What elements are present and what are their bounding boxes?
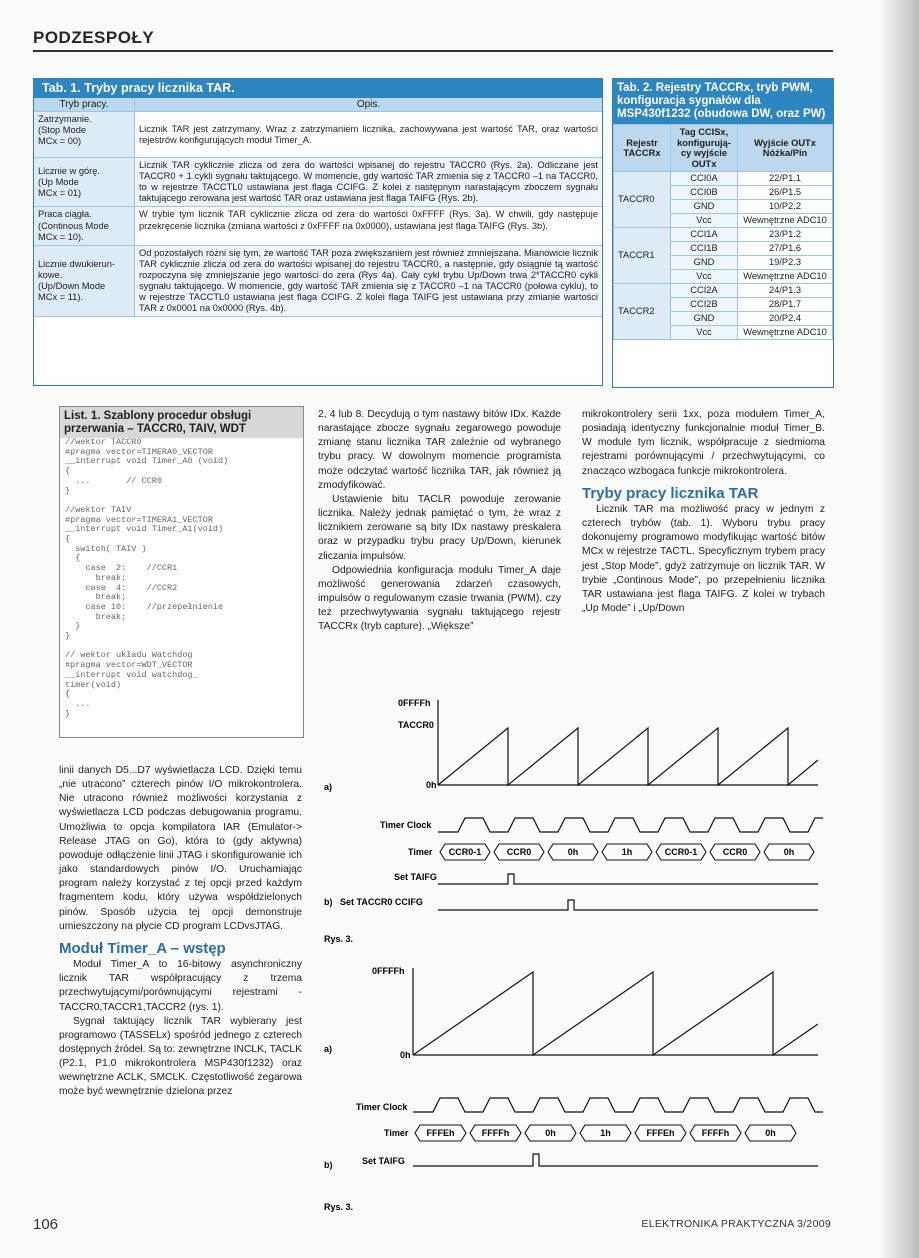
table-1-desc-cell: W trybie tym licznik TAR cyklicznie zlicza od zera do wartości 0xFFFF (Rys. 3a). W chwili, gdy następuje przekręcenie licznika (zmiana wartości z 0xFFFF na 0x0000), ustawiana jest flaga TAIFG (Rys. 3b). (135, 207, 603, 245)
taifg-wave (413, 1154, 818, 1166)
timer-value-label: FFFFh (481, 1128, 510, 1138)
table-2-output-cell: 23/P1.2 (738, 228, 833, 242)
timer-value-label: CCR0 (722, 847, 748, 857)
timer-value-label: 0h (567, 847, 579, 857)
label-a: a) (324, 1044, 333, 1054)
table-2-output-cell: Wewnętrzne ADC10 (738, 214, 833, 228)
listing-1-code: //wektor TACCR0 #pragma vector=TIMERA0_VECTOR __interrupt void Timer_A0 (void) { ... // CCR0 } //wektor TAIV #pragma vector=TIMERA1_VECTOR __interrupt void Timer_A1(void) { switch( TAIV ) { case 2: //CCR1 break; case 4: //CCR2 break; case 10: //przepełnienie break; } } // wektor układu Watchdog #pragma vector=WDT_VECTOR __interrupt void watchdog_ timer(void) { ... } (65, 437, 229, 719)
table-2-output-cell: 22/P1.1 (738, 172, 833, 186)
figure-up-mode (318, 690, 828, 950)
label-0h: 0h (400, 1050, 411, 1060)
timer-values (415, 1125, 796, 1141)
timer-value-label: FFFEh (646, 1128, 675, 1138)
page-number: 106 (33, 1216, 59, 1233)
table-2-register-cell: TACCR0 (614, 172, 671, 228)
table-2-tag-cell: CCI2B (671, 298, 738, 312)
table-2-caption: Tab. 2. Rejestry TACCRx, tryb PWM, konfiguracja sygnałów dla MSP430f1232 (obudowa DW, oraz PW) (613, 79, 833, 124)
timer-value-label: 1h (600, 1128, 611, 1138)
column-2-paragraph: Odpowiednia konfiguracja modułu Timer_A daje możliwość generowania zdarzeń czasowych, impulsów o regulowanym czasie trwania (PWM), czy też przechwytywania sygnału taktującego rejestr TACCRx (tryb capture). „Większe” (318, 564, 561, 633)
label-set-taifg: Set TAIFG (394, 872, 437, 882)
heading-tryby-pracy: Tryby pracy licznika TAR (582, 484, 759, 502)
column-1-paragraph: linii danych D5...D7 wyświetlacza LCD. Dzięki temu „nie utracono” czterech pinów I/O mikrokontrolera. Nie utracono również możliwości korzystania z wyświetlacza LCD podczas debugowania programu. Umożliwia to opcja kompilatora IAR (Emulator-> Release JTAG on Go), która to (gdy aktywna) powoduje odłączenie linii JTAG i skonfigurowanie ich jako standardowych pinów I/O. Uruchamiając program należy korzystać z tej opcji przed każdym fragmentem kodu, który używa współdzielonych pinów. Sposób użycia tej opcji demonstruje umieszczony na płycie CD program LCDvsJTAG. (59, 765, 302, 932)
taifg-wave (438, 874, 818, 884)
clock-wave (413, 1098, 823, 1112)
column-1 (59, 764, 302, 1100)
timer-value-label: FFFEh (426, 1128, 455, 1138)
table-2-register-cell: TACCR1 (614, 228, 671, 284)
table-2-header-register: Rejestr TACCRx (614, 125, 671, 172)
figure-continuous-mode (318, 960, 828, 1230)
listing-1 (59, 406, 304, 738)
table-2-row (614, 284, 833, 298)
table-2-output-cell: 27/P1.6 (738, 242, 833, 256)
clock-wave (438, 818, 823, 832)
label-a: a) (324, 782, 333, 792)
label-0ffffh: 0FFFFh (398, 698, 431, 708)
label-taccr0: TACCR0 (398, 720, 434, 730)
heading-timer-a: Moduł Timer_A – wstęp (59, 939, 226, 957)
table-2-header-output: Wyjście OUTx Nóżka/Pin (738, 125, 833, 172)
label-set-taifg: Set TAIFG (362, 1156, 405, 1166)
table-2-tag-cell: CCI2A (671, 284, 738, 298)
column-1-paragraph: Sygnał taktujący licznik TAR wybierany jest programowo (TASSELx) spośród jednego z czterech dostępnych źródeł. Są to: zewnętrzne INCLK, TACLK (P2.1, P1.0 mikrokontrolera MSP430f1232) oraz wewnętrzne ACLK, SMCLK. Częstotliwość zegarowa może być wewnętrznie dzielona przez (59, 1015, 302, 1098)
table-2-tag-cell: GND (671, 312, 738, 326)
section-title: PODZESPOŁY (33, 28, 155, 47)
table-2-output-cell: 19/P2.3 (738, 256, 833, 270)
table-1-desc-cell: Licznik TAR jest zatrzymany. Wraz z zatrzymaniem licznika, zachowywana jest wartość TAR, oraz wartości rejestrów konfigurujących moduł Timer_A. (135, 112, 603, 158)
label-0ffffh: 0FFFFh (372, 966, 405, 976)
label-timer-clock: Timer Clock (380, 820, 432, 830)
table-2-output-cell: Wewnętrzne ADC10 (738, 270, 833, 284)
table-2-tag-cell: CCI1B (671, 242, 738, 256)
table-2-tag-cell: CCI0A (671, 172, 738, 186)
label-timer: Timer (408, 847, 433, 857)
label-b: b) (324, 897, 333, 907)
table-2-output-cell: 10/P2.2 (738, 200, 833, 214)
label-set-ccifg: Set TACCR0 CCIFG (340, 897, 423, 907)
table-2-register-cell: TACCR2 (614, 284, 671, 340)
figure-caption: Rys. 3. (324, 934, 354, 944)
table-2-header-tag: Tag CCISx, konfigurują-cy wyjście OUTx (671, 125, 738, 172)
table-2 (612, 78, 834, 388)
label-0h: 0h (426, 780, 437, 790)
table-2-tag-cell: CCI0B (671, 186, 738, 200)
column-1-paragraph: Moduł Timer_A to 16-bitowy asynchroniczny licznik TAR współpracujący z trzema przechwytującymi/porównującymi rejestrami -TACCR0,TACCR1,TACCR2 (rys. 1). (59, 959, 302, 1013)
table-1-desc-cell: Licznik TAR cyklicznie zlicza od zera do wartości wpisanej do rejestru TACCR0 (Rys. 2a). Odliczane jest TACCR0 + 1 cykli sygnału taktującego. W momencie, gdy wartość TAR zmienia się z TACCR0 –1 na TACCR0, to w rejestrze TACCTL0 ustawiana jest flaga CCIFG. Z kolei z następnym narastającym zboczem sygnału taktującego zerowana jest wartość TAR oraz ustawiana jest flaga TAIFG (Rys. 2b). (135, 158, 603, 207)
listing-1-title: List. 1. Szablony procedur obsługi przerwania – TACCR0, TAIV, WDT (60, 407, 303, 438)
table-1-mode-cell: Zatrzymanie. (Stop Mode MCx = 00) (34, 112, 135, 158)
header-rule (33, 50, 833, 52)
timer-value-label: 0h (765, 1128, 776, 1138)
table-1-mode-cell: Licznie dwukierun- kowe. (Up/Down Mode MCx = 11). (34, 245, 135, 317)
table-2-tag-cell: Vcc (671, 326, 738, 340)
sawtooth-continuous (413, 972, 818, 1055)
table-1-header-desc: Opis. (135, 98, 603, 112)
page-gutter-shadow (879, 0, 919, 1258)
timer-value-label: CCR0-1 (664, 847, 698, 857)
table-2-tag-cell: GND (671, 256, 738, 270)
table-1-mode-cell: Licznie w górę. (Up Mode MCx = 01) (34, 158, 135, 207)
table-2-tag-cell: Vcc (671, 270, 738, 284)
label-b: b) (324, 1160, 333, 1170)
table-2-output-cell: 20/P2.4 (738, 312, 833, 326)
table-2-tag-cell: GND (671, 200, 738, 214)
column-2 (318, 408, 561, 635)
column-2-paragraph: Ustawienie bitu TACLR powoduje zerowanie licznika. Należy jednak pamiętać o tym, że wraz z licznikiem zerowane są bity IDx nastawy preskalera oraz w przypadku trybu pracy Up/Down, kierunek zliczania impulsów. (318, 493, 561, 562)
column-3 (582, 408, 825, 616)
magazine-name: ELEKTRONIKA PRAKTYCZNA 3/2009 (641, 1218, 831, 1230)
figure-caption: Rys. 3. (324, 1202, 354, 1212)
table-2-output-cell: 28/P1.7 (738, 298, 833, 312)
timer-value-label: 1h (621, 847, 633, 857)
column-3-paragraph: mikrokontrolery serii 1xx, poza modułem Timer_A, posiadają identyczny funkcjonalnie moduł Timer_B. W module tym licznik, współpracuje z siedmioma rejestrami porównującymi / przechwytującymi, co znacząco wzbogaca funkcje mikrokontrolera. (582, 409, 825, 477)
column-3-paragraph: Licznik TAR ma możliwość pracy w jednym z czterech trybów (tab. 1). Wyboru trybu pracy dokonujemy programowo modyfikując wartość bitów MCx w rejestrze TACTL. Specyficznym trybem pracy jest „Stop Mode”, gdyż zatrzymuje on licznik TAR. W trybie „Continous Mode”, po przepełnieniu licznika TAR ustawiana jest flaga TAIFG. Z kolei w trybach „Up Mode” i „Up/Down (582, 503, 825, 615)
table-1 (33, 78, 603, 386)
label-timer: Timer (384, 1128, 409, 1138)
table-2-output-cell: Wewnętrzne ADC10 (738, 326, 833, 340)
table-1-desc-cell: Od pozostałych różni się tym, że wartość TAR poza zwiększaniem jest również zmniejszana. Mianowicie licznik TAR cyklicznie zlicza od zera do wartości wpisanej do rejestru TACCR0, a następnie, gdy osiągnie tą wartość rozpoczyna się zmniejszanie jego wartości do zera (Rys 4a). Cały cykl trybu Up/Down trwa 2*TACCR0 cykli sygnału taktującego. W momencie, gdy wartość TAR zmienia się z TACCR0 –1 na TACCR0 (połowa cyklu), to w rejestrze TACCTL0 ustawiana jest flaga CCIFG. Z kolei flaga TAIFG jest ustawiana przy zmianie wartości TAR z 0x0001 na 0x0000 (Rys. 4b). (135, 245, 603, 317)
sawtooth-up (438, 728, 818, 785)
table-2-row (614, 228, 833, 242)
table-1-grid (34, 98, 602, 317)
column-2-paragraph: 2, 4 lub 8. Decydują o tym nastawy bitów IDx. Każde narastające zbocze sygnału zegarowego powoduje zmianę stanu licznika TAR zależnie od wybranego trybu pracy. W dowolnym momencie programista może odczytać wartość licznika TAR, jak również ją zmodyfikować. (318, 409, 561, 491)
timer-value-label: CCR0 (506, 847, 532, 857)
timer-value-label: FFFFh (701, 1128, 730, 1138)
table-2-tag-cell: CCI1A (671, 228, 738, 242)
ccifg-wave (438, 900, 818, 910)
table-1-mode-cell: Praca ciągła. (Continous Mode MCx = 10). (34, 207, 135, 245)
timer-values (440, 844, 814, 860)
table-1-caption: Tab. 1. Tryby pracy licznika TAR. (34, 79, 602, 98)
label-timer-clock: Timer Clock (356, 1102, 408, 1112)
timer-value-label: CCR0-1 (448, 847, 482, 857)
timer-value-label: 0h (783, 847, 795, 857)
table-2-tag-cell: Vcc (671, 214, 738, 228)
table-1-header-mode: Tryb pracy. (34, 98, 135, 112)
table-2-row (614, 172, 833, 186)
timer-value-label: 0h (545, 1128, 556, 1138)
table-2-output-cell: 24/P1.3 (738, 284, 833, 298)
table-2-grid (613, 124, 833, 340)
table-2-output-cell: 26/P1.5 (738, 186, 833, 200)
